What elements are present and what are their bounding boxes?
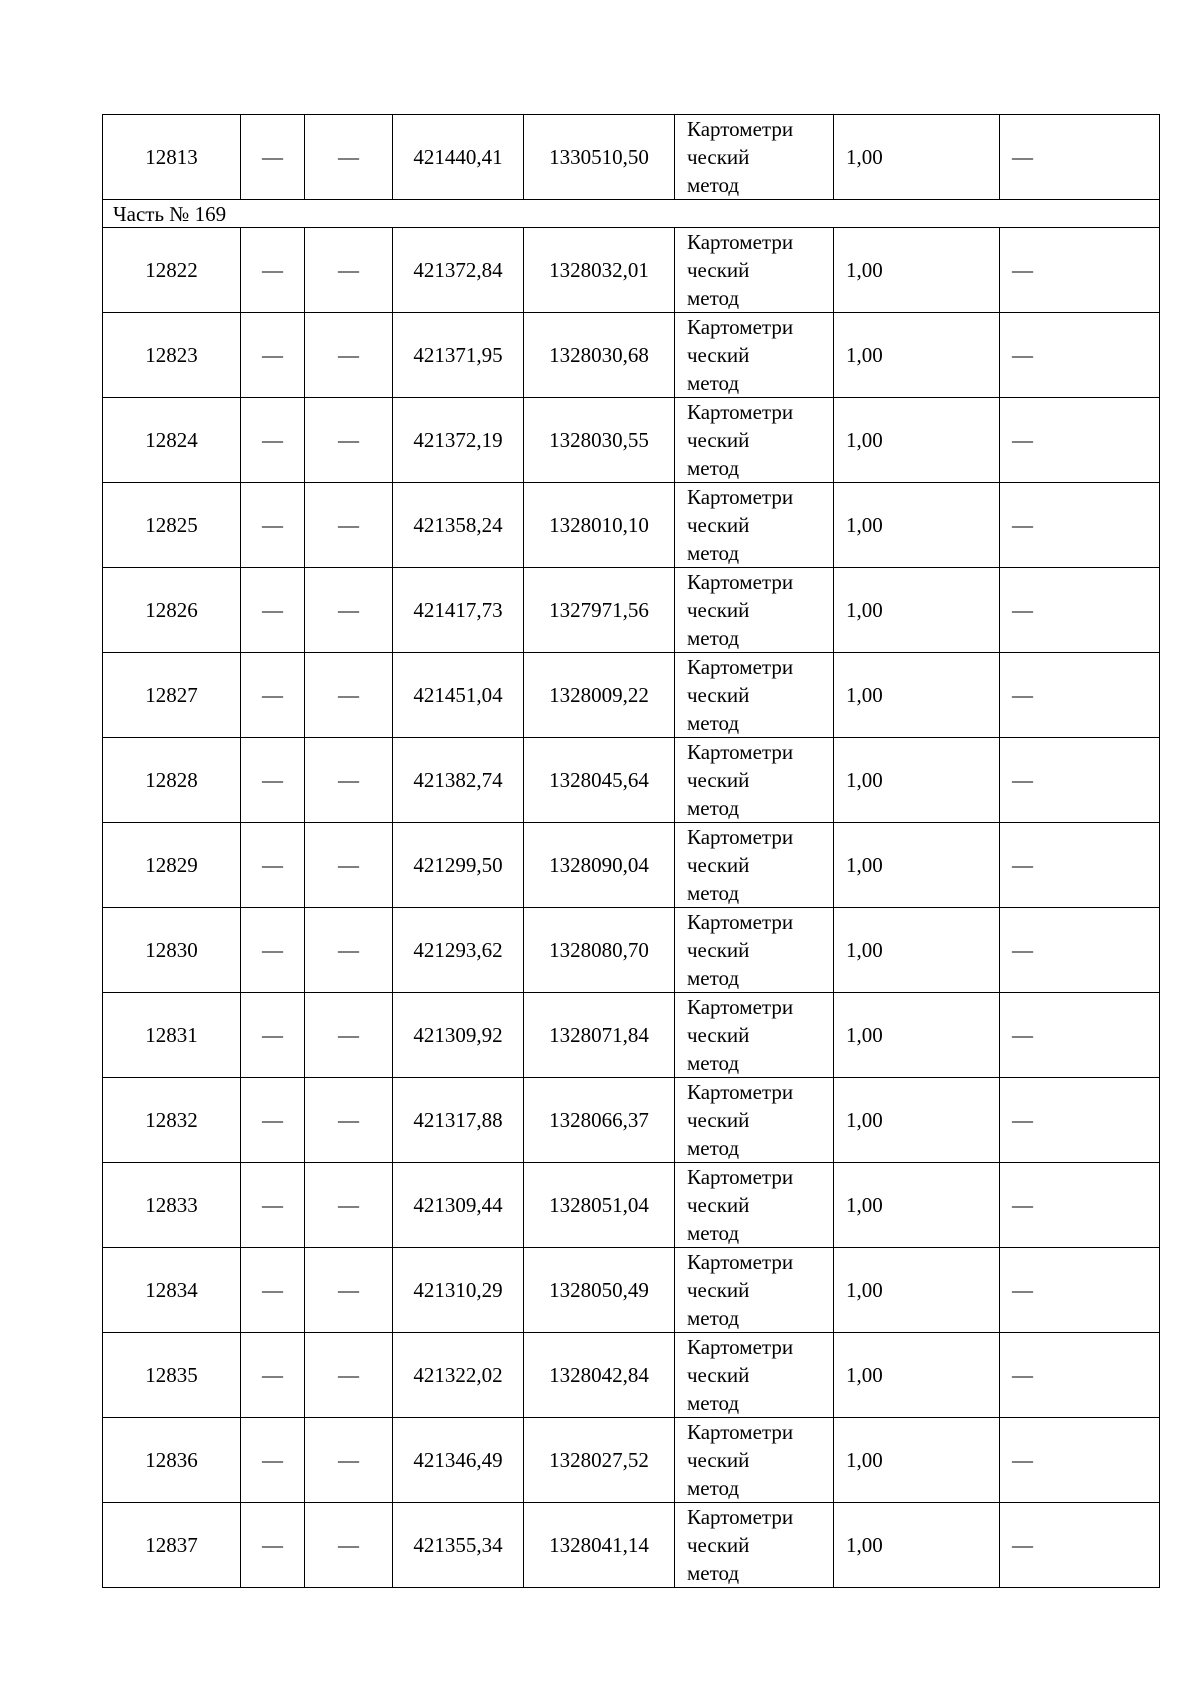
empty-dash-cell: —	[305, 228, 393, 313]
method-cell	[675, 823, 834, 908]
point-number-cell: 12833	[103, 1163, 241, 1248]
empty-dash-cell: —	[241, 1248, 305, 1333]
coord-y-cell: 1327971,56	[524, 568, 675, 653]
empty-dash-cell: —	[1000, 823, 1160, 908]
empty-dash-cell: —	[1000, 1078, 1160, 1163]
section-label: Часть № 169	[103, 200, 1160, 228]
method-cell	[675, 653, 834, 738]
method-text-line: метод	[687, 1561, 740, 1585]
empty-dash-cell: —	[241, 398, 305, 483]
method-text-line: ческий	[687, 1533, 750, 1557]
method-text-line: метод	[687, 1136, 740, 1160]
empty-dash-cell: —	[241, 823, 305, 908]
section-row	[103, 200, 1160, 228]
empty-dash-cell: —	[1000, 228, 1160, 313]
accuracy-cell: 1,00	[834, 823, 1000, 908]
method-cell	[675, 1248, 834, 1333]
method-text-line: ческий	[687, 258, 750, 282]
method-cell	[675, 313, 834, 398]
empty-dash-cell: —	[305, 568, 393, 653]
empty-dash-cell: —	[305, 908, 393, 993]
method-text-line: Картометри	[687, 570, 794, 594]
method-text-line: метод	[687, 626, 740, 650]
table-row	[103, 1163, 1160, 1248]
method-text-line: метод	[687, 711, 740, 735]
point-number-cell: 12824	[103, 398, 241, 483]
table-row	[103, 398, 1160, 483]
method-text-line: Картометри	[687, 400, 794, 424]
empty-dash-cell: —	[305, 1503, 393, 1588]
method-text-line: метод	[687, 881, 740, 905]
point-number-cell: 12823	[103, 313, 241, 398]
method-cell	[675, 1163, 834, 1248]
method-cell	[675, 568, 834, 653]
point-number-cell: 12827	[103, 653, 241, 738]
coord-y-cell: 1328050,49	[524, 1248, 675, 1333]
accuracy-cell: 1,00	[834, 228, 1000, 313]
empty-dash-cell: —	[1000, 1333, 1160, 1418]
coord-x-cell: 421451,04	[393, 653, 524, 738]
method-text-line: ческий	[687, 938, 750, 962]
method-text-line: Картометри	[687, 1250, 794, 1274]
method-text-line: Картометри	[687, 740, 794, 764]
accuracy-cell: 1,00	[834, 1163, 1000, 1248]
accuracy-cell: 1,00	[834, 1333, 1000, 1418]
empty-dash-cell: —	[241, 653, 305, 738]
point-number-cell: 12829	[103, 823, 241, 908]
method-text-line: ческий	[687, 145, 750, 169]
method-text-line: ческий	[687, 598, 750, 622]
coord-x-cell: 421355,34	[393, 1503, 524, 1588]
accuracy-cell: 1,00	[834, 568, 1000, 653]
empty-dash-cell: —	[305, 483, 393, 568]
method-text-line: ческий	[687, 853, 750, 877]
method-cell	[675, 908, 834, 993]
method-cell	[675, 738, 834, 823]
method-cell	[675, 1333, 834, 1418]
table-row	[103, 313, 1160, 398]
method-text-line: Картометри	[687, 1335, 794, 1359]
empty-dash-cell: —	[1000, 1418, 1160, 1503]
method-text-line: ческий	[687, 343, 750, 367]
method-text-line: метод	[687, 173, 740, 197]
method-text-line: Картометри	[687, 1420, 794, 1444]
method-text-line: метод	[687, 456, 740, 480]
coord-x-cell: 421382,74	[393, 738, 524, 823]
method-text-line: ческий	[687, 1448, 750, 1472]
method-text-line: Картометри	[687, 910, 794, 934]
method-text-line: ческий	[687, 768, 750, 792]
method-cell	[675, 1503, 834, 1588]
empty-dash-cell: —	[305, 1078, 393, 1163]
method-text-line: Картометри	[687, 1505, 794, 1529]
method-cell	[675, 1418, 834, 1503]
empty-dash-cell: —	[241, 228, 305, 313]
empty-dash-cell: —	[305, 1248, 393, 1333]
empty-dash-cell: —	[305, 653, 393, 738]
coord-x-cell: 421309,44	[393, 1163, 524, 1248]
coordinates-table	[102, 114, 1160, 1588]
coord-y-cell: 1328027,52	[524, 1418, 675, 1503]
accuracy-cell: 1,00	[834, 1503, 1000, 1588]
method-text-line: Картометри	[687, 230, 794, 254]
empty-dash-cell: —	[241, 993, 305, 1078]
coord-x-cell: 421372,19	[393, 398, 524, 483]
table-row	[103, 993, 1160, 1078]
table-row	[103, 1078, 1160, 1163]
empty-dash-cell: —	[305, 313, 393, 398]
coord-y-cell: 1328042,84	[524, 1333, 675, 1418]
empty-dash-cell: —	[1000, 1163, 1160, 1248]
method-text-line: ческий	[687, 513, 750, 537]
point-number-cell: 12835	[103, 1333, 241, 1418]
method-text-line: метод	[687, 1306, 740, 1330]
empty-dash-cell: —	[241, 738, 305, 823]
coord-y-cell: 1328080,70	[524, 908, 675, 993]
accuracy-cell: 1,00	[834, 908, 1000, 993]
point-number-cell: 12834	[103, 1248, 241, 1333]
table-row	[103, 653, 1160, 738]
coord-x-cell: 421322,02	[393, 1333, 524, 1418]
empty-dash-cell: —	[305, 398, 393, 483]
accuracy-cell: 1,00	[834, 653, 1000, 738]
accuracy-cell: 1,00	[834, 1078, 1000, 1163]
empty-dash-cell: —	[305, 115, 393, 200]
coord-x-cell: 421417,73	[393, 568, 524, 653]
accuracy-cell: 1,00	[834, 1248, 1000, 1333]
empty-dash-cell: —	[241, 1503, 305, 1588]
empty-dash-cell: —	[1000, 1248, 1160, 1333]
empty-dash-cell: —	[241, 908, 305, 993]
method-cell	[675, 398, 834, 483]
empty-dash-cell: —	[241, 1333, 305, 1418]
coord-y-cell: 1328051,04	[524, 1163, 675, 1248]
empty-dash-cell: —	[1000, 313, 1160, 398]
empty-dash-cell: —	[1000, 738, 1160, 823]
empty-dash-cell: —	[1000, 398, 1160, 483]
empty-dash-cell: —	[241, 568, 305, 653]
coord-x-cell: 421309,92	[393, 993, 524, 1078]
accuracy-cell: 1,00	[834, 993, 1000, 1078]
method-cell	[675, 483, 834, 568]
coord-x-cell: 421372,84	[393, 228, 524, 313]
coord-y-cell: 1328030,68	[524, 313, 675, 398]
table-row	[103, 1248, 1160, 1333]
coord-y-cell: 1328071,84	[524, 993, 675, 1078]
empty-dash-cell: —	[1000, 993, 1160, 1078]
table-row	[103, 738, 1160, 823]
coord-y-cell: 1328066,37	[524, 1078, 675, 1163]
accuracy-cell: 1,00	[834, 115, 1000, 200]
method-text-line: метод	[687, 371, 740, 395]
coord-x-cell: 421358,24	[393, 483, 524, 568]
empty-dash-cell: —	[241, 1418, 305, 1503]
method-text-line: ческий	[687, 1023, 750, 1047]
empty-dash-cell: —	[1000, 483, 1160, 568]
point-number-cell: 12836	[103, 1418, 241, 1503]
coord-y-cell: 1328045,64	[524, 738, 675, 823]
method-cell	[675, 1078, 834, 1163]
empty-dash-cell: —	[305, 1333, 393, 1418]
empty-dash-cell: —	[1000, 1503, 1160, 1588]
method-cell	[675, 115, 834, 200]
empty-dash-cell: —	[241, 1078, 305, 1163]
method-text-line: метод	[687, 966, 740, 990]
method-text-line: ческий	[687, 428, 750, 452]
coord-y-cell: 1328009,22	[524, 653, 675, 738]
method-cell	[675, 993, 834, 1078]
accuracy-cell: 1,00	[834, 1418, 1000, 1503]
point-number-cell: 12828	[103, 738, 241, 823]
empty-dash-cell: —	[305, 738, 393, 823]
coord-y-cell: 1328041,14	[524, 1503, 675, 1588]
coord-x-cell: 421440,41	[393, 115, 524, 200]
accuracy-cell: 1,00	[834, 313, 1000, 398]
table-row	[103, 823, 1160, 908]
table-row	[103, 228, 1160, 313]
method-text-line: метод	[687, 1391, 740, 1415]
accuracy-cell: 1,00	[834, 483, 1000, 568]
table-row	[103, 483, 1160, 568]
coord-y-cell: 1328032,01	[524, 228, 675, 313]
empty-dash-cell: —	[241, 313, 305, 398]
method-cell	[675, 228, 834, 313]
table-row	[103, 1333, 1160, 1418]
method-text-line: метод	[687, 1476, 740, 1500]
point-number-cell: 12830	[103, 908, 241, 993]
empty-dash-cell: —	[241, 1163, 305, 1248]
accuracy-cell: 1,00	[834, 398, 1000, 483]
empty-dash-cell: —	[1000, 568, 1160, 653]
table-body	[103, 115, 1160, 1588]
empty-dash-cell: —	[305, 993, 393, 1078]
coord-x-cell: 421310,29	[393, 1248, 524, 1333]
method-text-line: Картометри	[687, 825, 794, 849]
table-row	[103, 115, 1160, 200]
method-text-line: Картометри	[687, 315, 794, 339]
table-row	[103, 568, 1160, 653]
coord-x-cell: 421346,49	[393, 1418, 524, 1503]
method-text-line: метод	[687, 1221, 740, 1245]
empty-dash-cell: —	[305, 823, 393, 908]
table-row	[103, 908, 1160, 993]
point-number-cell: 12831	[103, 993, 241, 1078]
method-text-line: ческий	[687, 1108, 750, 1132]
point-number-cell: 12822	[103, 228, 241, 313]
empty-dash-cell: —	[1000, 908, 1160, 993]
point-number-cell: 12826	[103, 568, 241, 653]
empty-dash-cell: —	[1000, 653, 1160, 738]
coord-x-cell: 421371,95	[393, 313, 524, 398]
point-number-cell: 12832	[103, 1078, 241, 1163]
method-text-line: Картометри	[687, 485, 794, 509]
method-text-line: Картометри	[687, 1165, 794, 1189]
method-text-line: Картометри	[687, 655, 794, 679]
accuracy-cell: 1,00	[834, 738, 1000, 823]
method-text-line: метод	[687, 796, 740, 820]
coord-y-cell: 1328090,04	[524, 823, 675, 908]
method-text-line: ческий	[687, 1278, 750, 1302]
point-number-cell: 12837	[103, 1503, 241, 1588]
empty-dash-cell: —	[241, 115, 305, 200]
point-number-cell: 12825	[103, 483, 241, 568]
coord-x-cell: 421293,62	[393, 908, 524, 993]
empty-dash-cell: —	[305, 1163, 393, 1248]
coord-y-cell: 1328010,10	[524, 483, 675, 568]
method-text-line: Картометри	[687, 1080, 794, 1104]
coord-x-cell: 421299,50	[393, 823, 524, 908]
coord-x-cell: 421317,88	[393, 1078, 524, 1163]
method-text-line: ческий	[687, 1193, 750, 1217]
method-text-line: метод	[687, 286, 740, 310]
empty-dash-cell: —	[241, 483, 305, 568]
coord-y-cell: 1328030,55	[524, 398, 675, 483]
empty-dash-cell: —	[305, 1418, 393, 1503]
table-row	[103, 1503, 1160, 1588]
method-text-line: Картометри	[687, 995, 794, 1019]
coord-y-cell: 1330510,50	[524, 115, 675, 200]
method-text-line: метод	[687, 1051, 740, 1075]
method-text-line: Картометри	[687, 117, 794, 141]
table-row	[103, 1418, 1160, 1503]
point-number-cell: 12813	[103, 115, 241, 200]
method-text-line: метод	[687, 541, 740, 565]
method-text-line: ческий	[687, 683, 750, 707]
method-text-line: ческий	[687, 1363, 750, 1387]
empty-dash-cell: —	[1000, 115, 1160, 200]
